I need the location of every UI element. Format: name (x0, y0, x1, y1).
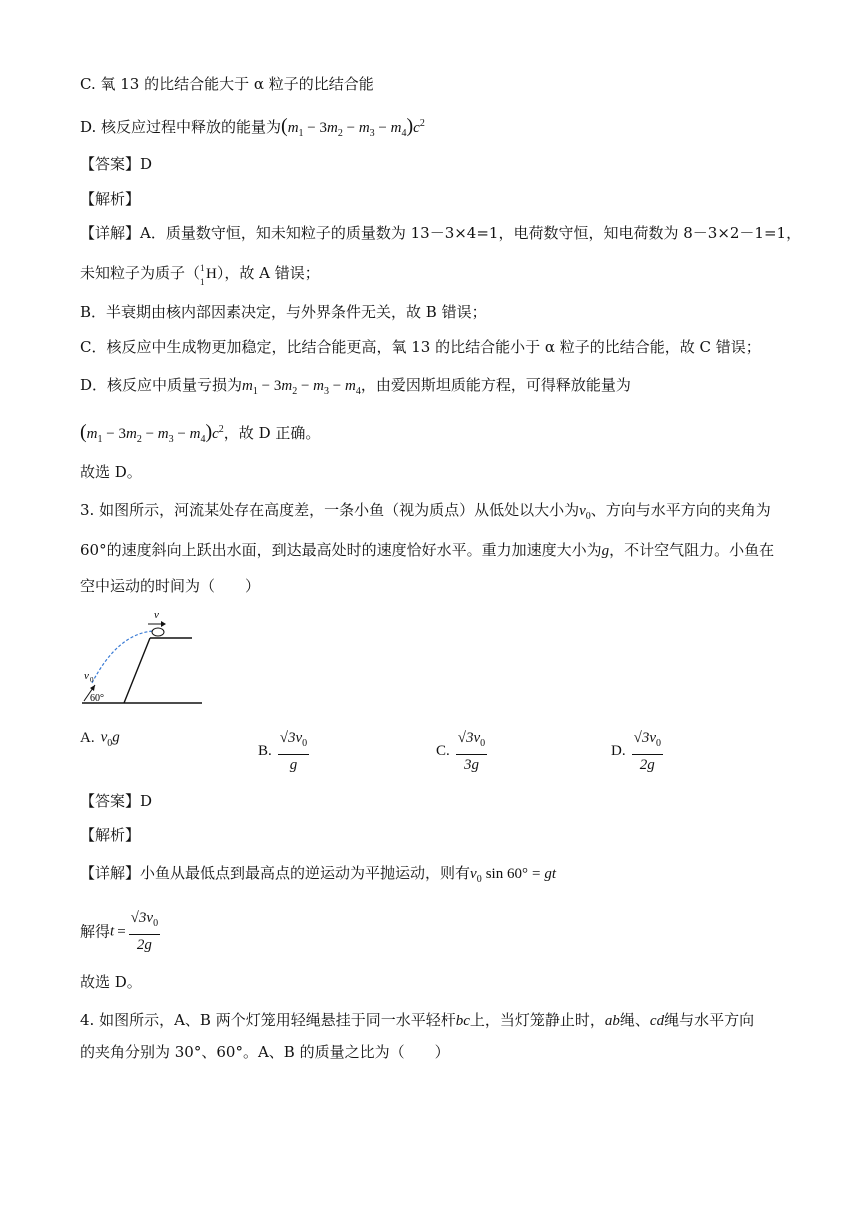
choose-d-3: 故选 D。 (80, 973, 142, 991)
trajectory-curve (92, 631, 154, 683)
v0-label: v (84, 670, 89, 682)
detail-a-continued: 未知粒子为质子（ 1 1 H），故 A 错误； (80, 263, 320, 287)
question-3-line-3: 空中运动的时间为（ ） (80, 577, 261, 595)
choice-a[interactable]: A. $v_0g$ (80, 729, 120, 749)
question-4-line-1: 4. 如图所示，A、B 两个灯笼用轻绳悬挂于同一水平轻杆bc上，当灯笼静止时，ab绳、cd绳与水平方向 (80, 1011, 755, 1029)
choice-d[interactable]: D. $\frac{√3v_0}{2g}$ (611, 730, 661, 773)
solve-3: 解得t = $\frac{√3v_0}{2g}$ (80, 910, 159, 953)
choice-b[interactable]: B. $\frac{√3v_0}{g}$ (258, 730, 308, 773)
option-d-text: D. 核反应过程中释放的能量为 (80, 118, 282, 136)
question-4-line-2: 的夹角分别为 30°、60°。A、B 的质量之比为（ ） (80, 1043, 450, 1061)
detail-d: D．核反应中质量亏损为$m_1 - 3m_2 - m_3 - m_4$，由爱因斯坦质能方程，可得释放能量为 (80, 376, 631, 397)
detail-d-continued: $(m_1 - 3m_2 - m_3 - m_4)c^2$，故 D 正确。 (80, 421, 321, 445)
option-c-statement: C. 氧 13 的比结合能大于 α 粒子的比结合能 (80, 75, 374, 93)
velocity-label: v (154, 609, 159, 621)
choose-d-1: 故选 D。 (80, 463, 142, 481)
question-3-line-2: 60°的速度斜向上跃出水面，到达最高处时的速度恰好水平。重力加速度大小为g，不计空气阻力。小鱼在 (80, 541, 775, 559)
fish-jump-figure (78, 605, 208, 707)
detail-b: B．半衰期由核内部因素决定，与外界条件无关，故 B 错误； (80, 303, 487, 321)
analysis-label: 【解析】 (80, 190, 141, 208)
answer-label-3: 【答案】D (80, 792, 153, 810)
analysis-label-3: 【解析】 (80, 826, 141, 844)
detail-3: 【详解】小鱼从最低点到最高点的逆运动为平抛运动，则有$v_0$ sin 60° = gt (80, 864, 557, 885)
v0-subscript: 0 (90, 676, 94, 684)
answer-label: 【答案】D (80, 155, 153, 173)
v0-arrowhead-icon (90, 685, 95, 691)
fish-icon (152, 628, 164, 636)
choice-c[interactable]: C. $\frac{√3v_0}{3g}$ (436, 730, 486, 773)
option-d-statement: D. 核反应过程中释放的能量为$(m_1 - 3m_2 - m_3 - m_4)c^2$ (80, 115, 425, 139)
detail-a: 【详解】A．质量数守恒，知未知粒子的质量数为 13－3×4=1，电荷数守恒，知电荷数为 8－3×2－1=1， (80, 224, 802, 242)
slope-line (124, 638, 150, 703)
question-3-line-1: 3. 如图所示，河流某处存在高度差，一条小鱼（视为质点）从低处以大小为$v_0$、方向与水平方向的夹角为 (80, 501, 771, 522)
detail-c: C．核反应中生成物更加稳定，比结合能更高，氧 13 的比结合能小于 α 粒子的比结合能，故 C 错误； (80, 338, 761, 356)
angle-label: 60° (90, 693, 104, 704)
velocity-arrowhead-icon (161, 621, 166, 627)
